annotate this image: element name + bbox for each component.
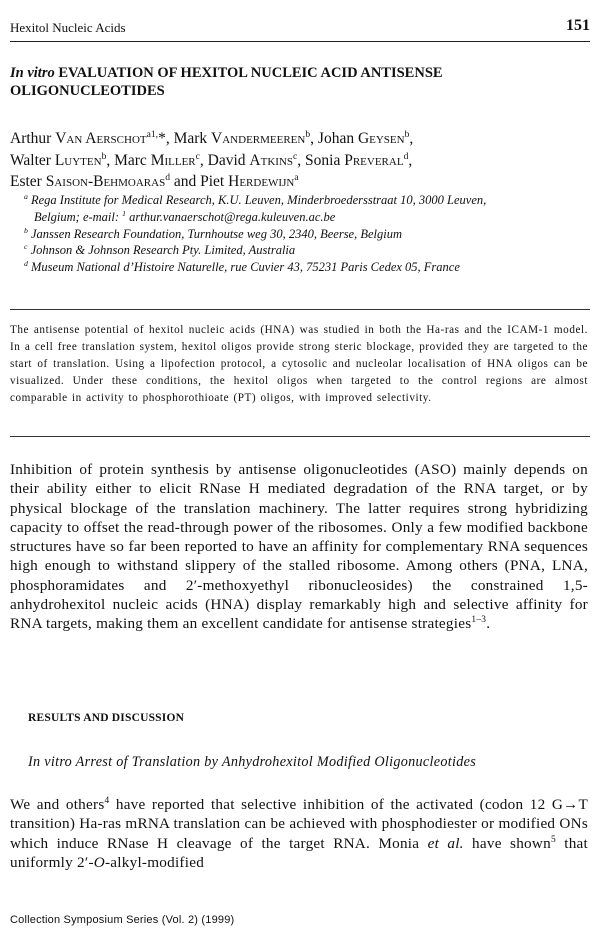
superscript: d — [24, 259, 28, 269]
superscript: c — [195, 150, 200, 162]
superscript: a1, — [146, 128, 159, 140]
superscript: c — [24, 242, 28, 252]
text-run: O — [93, 853, 105, 871]
superscript: b — [404, 128, 410, 140]
body-paragraph-1 — [10, 460, 588, 634]
text-run: , Sonia — [297, 151, 345, 169]
abstract: The antisense potential of hexitol nucleic acids (HNA) was studied in both the Ha-ras and the ICAM-1 model. In a cell free translation system, hexitol oligos provide strong steric blockage, provided they are targeted to the start of translation. Using a lipofection protocol, a cytosolic and nucleolar localisation of HNA oligos can be visualized. Under these conditions, the hexitol oligos when targeted to the control regions are almost comparable in activity to phosphorothioate (PT) oligos, with improved selectivity. — [10, 324, 588, 404]
text-run: Geysen — [357, 130, 405, 147]
text-run: Miller — [150, 151, 196, 169]
text-run: and Piet — [170, 173, 229, 190]
superscript: 5 — [550, 834, 556, 845]
page-number: 151 — [566, 17, 590, 34]
paper-title — [10, 64, 580, 100]
subsection-heading: In vitro Arrest of Translation by Anhydrohexitol Modified Oligonucleotides — [28, 754, 477, 770]
superscript: c — [293, 150, 298, 162]
section-heading: RESULTS AND DISCUSSION — [28, 712, 185, 724]
body-paragraph-2 — [10, 795, 588, 872]
title-main: EVALUATION OF HEXITOL NUCLEIC ACID ANTISENSE OLIGONUCLEOTIDES — [10, 65, 443, 99]
affiliation-d — [24, 259, 590, 276]
superscript: 1 — [122, 208, 127, 218]
affiliation-c — [24, 242, 590, 259]
superscript: a — [294, 171, 299, 183]
text-run: Janssen Research Foundation, Turnhoutse weg 30, 2340, Beerse, Belgium — [27, 226, 403, 241]
affiliation-a-email — [24, 209, 590, 226]
text-run: Belgium; e-mail: — [34, 209, 123, 224]
text-run: Atkins — [249, 151, 294, 169]
text-run: , — [409, 130, 414, 147]
text-run: . — [486, 615, 491, 633]
text-run: , Marc — [106, 151, 151, 169]
text-run: Inhibition of protein synthesis by antisense oligonucleotides (ASO) mainly depends on their ability either to elicit RNase H mediated degradation of the RNA target, or by physical blockage of the translation machinery. The latter requires strong hybridizing capacity to offset the read-through power of the ribosomes. Only a few modified backbone structures have so far been reported to have an affinity for complementary RNA sequences high enough to withstand slippery of the stalled ribosome. Among others (PNA, LNA, phosphoramidates and 2′-methoxyethyl ribonucleosides) the constrained 1,5-anhydrohexitol nucleic acids (HNA) display remarkably high and selective affinity for RNA targets, making them an excellent candidate for antisense strategies — [10, 461, 588, 633]
text-run: , Johan — [310, 130, 358, 147]
text-run: , — [408, 151, 413, 169]
author-list — [10, 128, 590, 193]
author-line-2 — [10, 150, 590, 172]
affiliation-a — [24, 192, 590, 209]
running-title: Hexitol Nucleic Acids — [10, 20, 126, 35]
author-line-1 — [10, 128, 590, 150]
superscript: d — [165, 171, 170, 183]
text-run: et al. — [427, 834, 464, 852]
text-run: Walter — [10, 151, 55, 169]
text-run: arthur.vanaerschot@rega.kuleuven.ac.be — [126, 209, 336, 224]
text-run: Van Aerschot — [55, 130, 147, 147]
superscript: 1–3 — [471, 615, 487, 626]
header-rule — [10, 41, 590, 42]
superscript: b — [305, 128, 311, 140]
text-run: Luyten — [54, 151, 102, 169]
text-run: Johnson & Johnson Research Pty. Limited, Australia — [27, 243, 296, 258]
text-run: have reported that selective inhibition of the activated (codon 12 G→T transition) Ha-ras mRNA translation can be achieved with phosphodiester or modified ONs which induce RNase H cleavage of the target RNA. Monia — [10, 796, 589, 852]
text-run: Arthur — [10, 130, 56, 147]
abstract-top-rule — [10, 309, 590, 310]
abstract-bottom-rule — [10, 436, 590, 437]
text-run: Vandermeeren — [211, 130, 306, 147]
text-run: *, Mark — [158, 130, 212, 147]
text-run: Preveral — [344, 151, 404, 169]
author-line-3 — [10, 171, 590, 193]
text-run: have shown — [463, 834, 551, 852]
superscript: b — [24, 225, 28, 235]
affiliations — [24, 192, 590, 276]
text-run: that uniformly 2′- — [10, 834, 588, 871]
text-run: Ester — [10, 173, 46, 190]
text-run: Museum National d’Histoire Naturelle, rue Cuvier 43, 75231 Paris Cedex 05, France — [27, 260, 460, 275]
superscript: a — [24, 191, 28, 201]
text-run: , David — [199, 151, 250, 169]
superscript: 4 — [104, 795, 110, 806]
footer-series: Collection Symposium Series (Vol. 2) (1999) — [10, 914, 235, 926]
superscript: d — [403, 150, 409, 162]
affiliation-b — [24, 226, 590, 243]
title-italic-prefix: In vitro — [10, 65, 55, 81]
text-run: -alkyl-modified — [104, 853, 205, 871]
superscript: b — [101, 150, 107, 162]
text-run: Herdewijn — [228, 173, 295, 190]
text-run: We and others — [10, 796, 105, 813]
text-run: Rega Institute for Medical Research, K.U. Leuven, Minderbroedersstraat 10, 3000 Leuven, — [27, 193, 487, 207]
text-run: Saison-Behmoaras — [45, 173, 166, 190]
running-head — [10, 18, 590, 40]
